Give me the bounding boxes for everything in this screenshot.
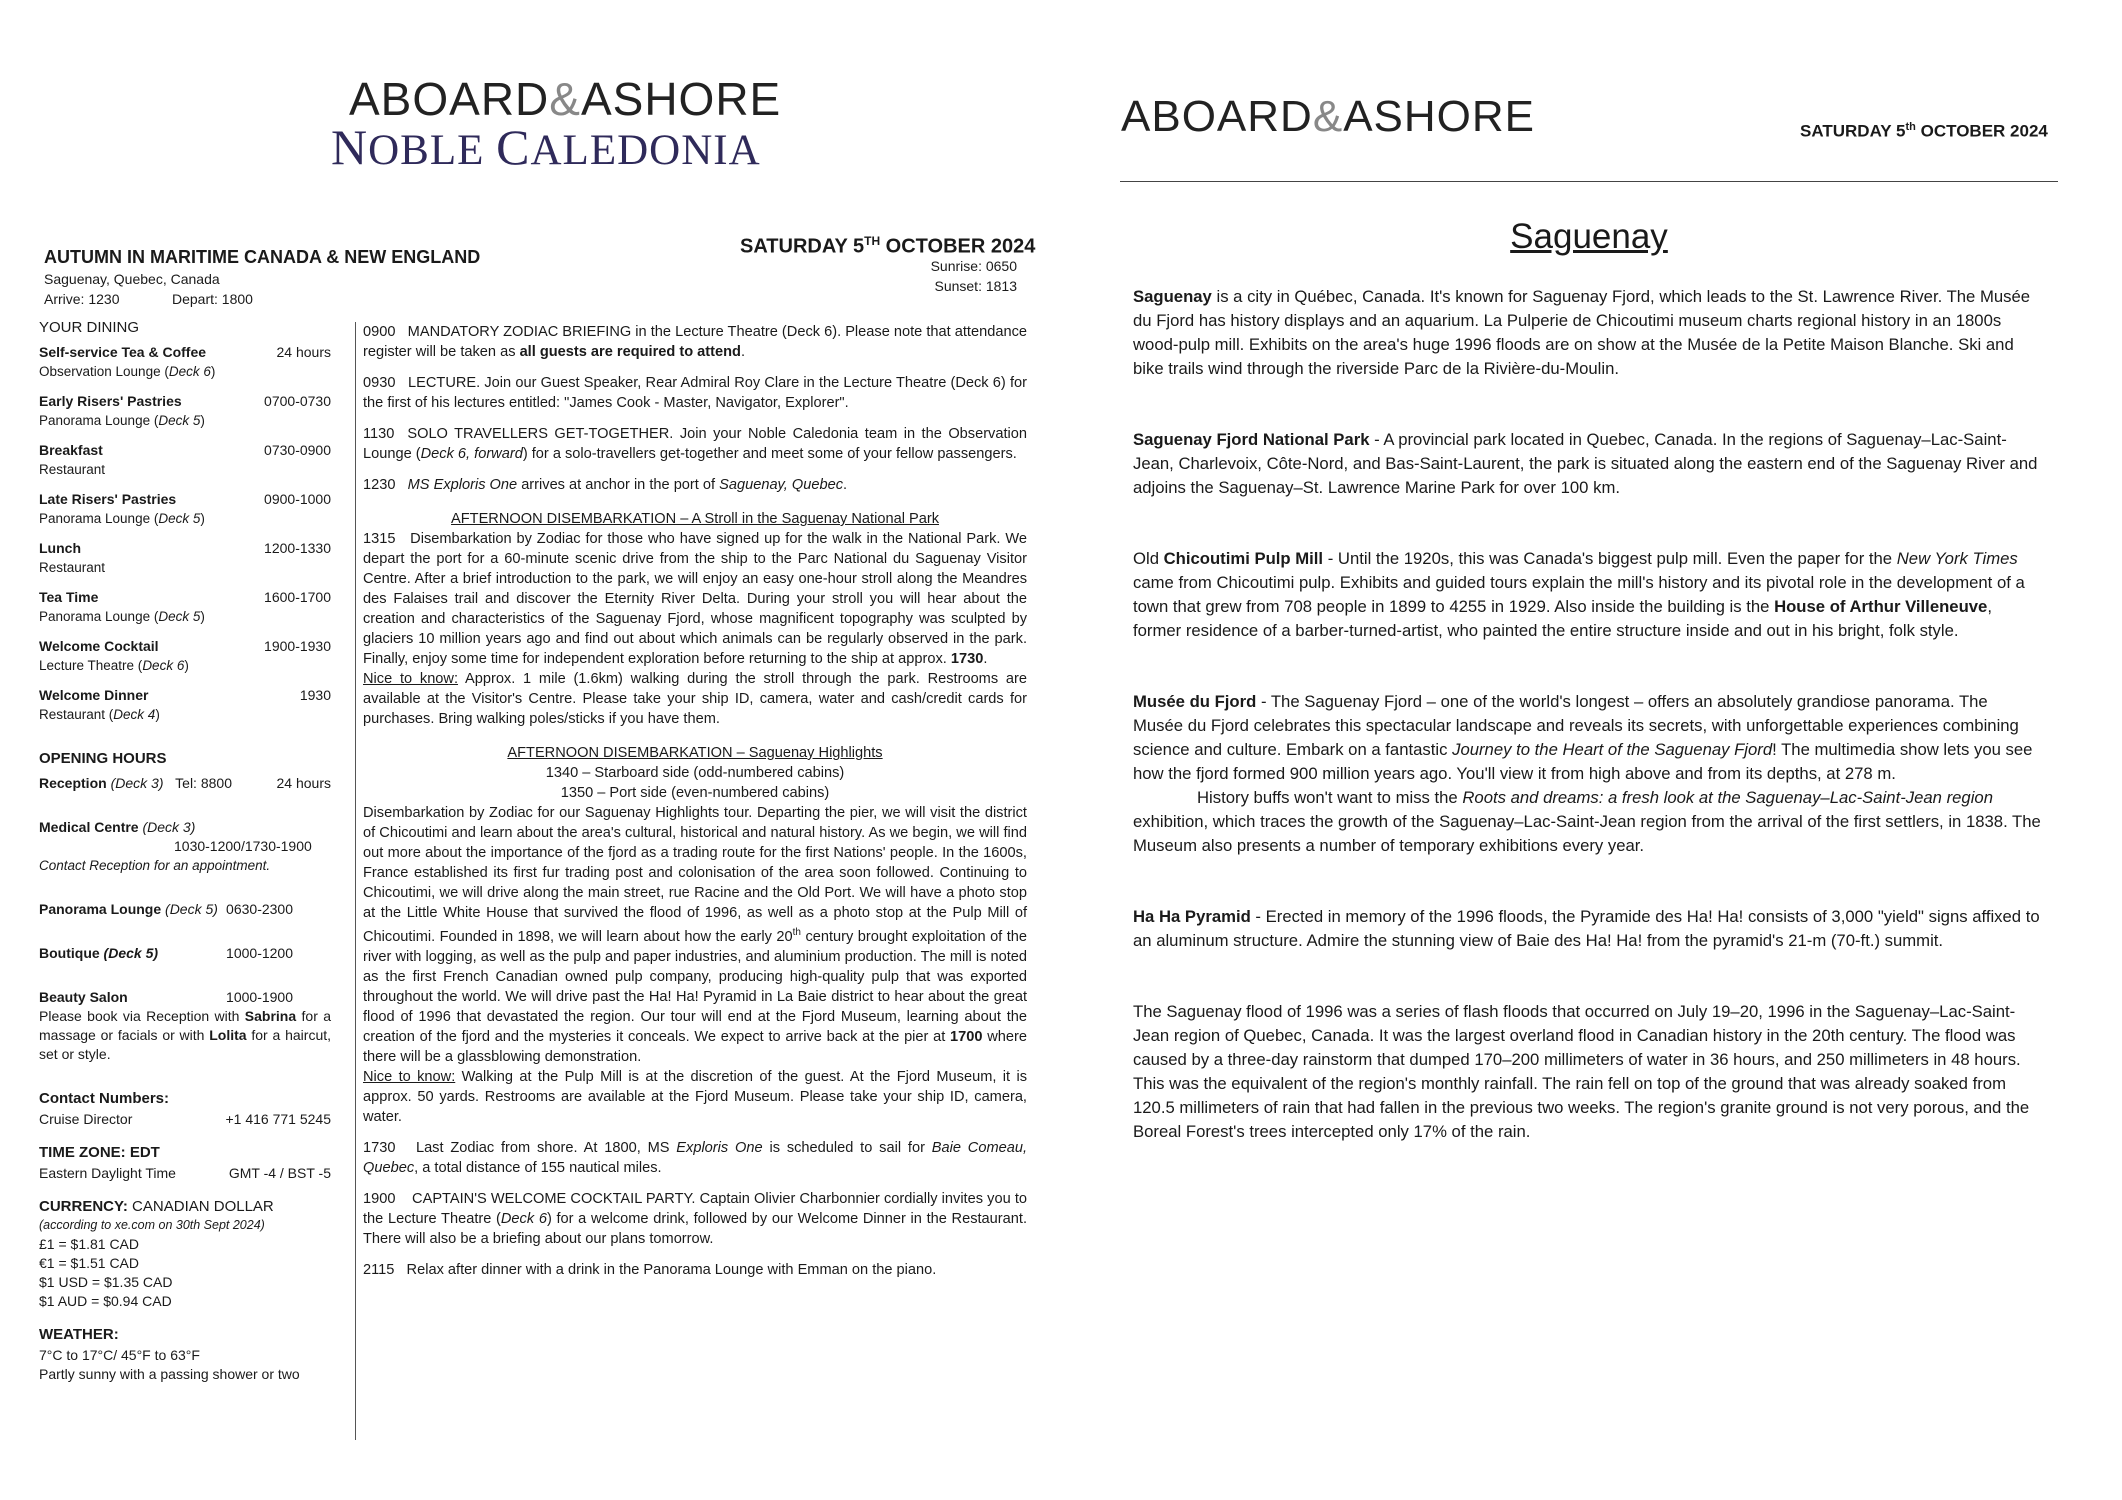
exchange-rate: £1 = $1.81 CAD (39, 1236, 140, 1252)
boutique-label: Boutique (39, 945, 100, 961)
medical-hours (39, 818, 331, 875)
schedule-1130 (363, 424, 1027, 464)
dining-deck: Deck 4 (113, 707, 156, 722)
text-0930c: . (844, 395, 849, 411)
dining-time: 1900-1930 (264, 638, 331, 654)
text-0930a: Join our Guest Speaker, Rear Admiral Roy Clare in the Lecture Theatre (Deck 6) for the first of his lectures entitled: (363, 375, 1027, 411)
beauty-name1: Sabrina (244, 1008, 297, 1024)
text-1730d: , a total distance of 155 nautical miles. (414, 1159, 662, 1176)
title-1900: CAPTAIN'S WELCOME COCKTAIL PARTY. (412, 1190, 696, 1207)
dining-deck: Deck 5 (158, 413, 201, 428)
currency-value: CANADIAN DOLLAR (127, 1198, 274, 1215)
weather-heading: WEATHER: (39, 1326, 119, 1343)
text-0900b: all guests are required to attend (519, 344, 741, 360)
dining-name: Welcome Cocktail (39, 638, 159, 654)
text-0900a: in the Lecture Theatre (Deck 6). Please note that attendance register will be taken as (363, 324, 1027, 360)
text-1130c: ) for a solo-travellers get-together and meet some of your fellow passengers. (522, 446, 1017, 462)
dining-item (39, 490, 331, 528)
panorama-hours (39, 900, 331, 919)
dining-heading: YOUR DINING (39, 319, 140, 336)
dining-name: Self-service Tea & Coffee (39, 344, 207, 360)
para-musee-fjord-2 (1133, 786, 2041, 858)
dining-time: 1930 (299, 687, 331, 703)
company-logo (331, 118, 761, 176)
para3-pre: Old (1133, 549, 1164, 568)
reception-deck: (Deck 3) (110, 775, 164, 791)
exchange-rate: $1 USD = $1.35 CAD (39, 1274, 173, 1290)
dining-place-text: Observation Lounge ( (39, 364, 169, 379)
arrive-time: Arrive: 1230 (44, 291, 120, 307)
time-1315: 1315 (363, 531, 396, 547)
medical-time: 1030-1200/1730-1900 (174, 838, 312, 854)
para-saguenay (1133, 285, 2041, 381)
para4-text4: exhibition, which traces the growth of the Saguenay–Lac-Saint-Jean region from the arrival of the first settlers, in 1838. The Museum also presents a number of temporary exhibitions every year. (1133, 812, 2041, 855)
dining-time: 1600-1700 (264, 589, 331, 605)
panorama-time: 0630-2300 (226, 901, 293, 917)
dining-place-close: ) (155, 707, 160, 722)
page-date-right (1800, 121, 2048, 142)
text-1730a: from shore. At (494, 1139, 605, 1156)
text-1230b: . (843, 477, 848, 493)
schedule (363, 322, 1027, 1291)
exchange-rates (39, 1235, 331, 1311)
medical-deck: (Deck 3) (142, 819, 196, 835)
dining-place-text: Restaurant (39, 462, 106, 477)
trip-location: Saguenay, Quebec, Canada (44, 271, 220, 287)
sunset-time: Sunset: 1813 (934, 278, 1017, 294)
deck-1900: Deck 6 (500, 1210, 547, 1227)
starboard-note: (odd-numbered cabins) (689, 765, 845, 781)
beauty-text3: for a haircut, set or style. (39, 1027, 332, 1062)
saguenay-article (1133, 285, 2041, 1144)
text-1130a: Join your Noble Caledonia team in the Observation Lounge ( (363, 426, 1027, 462)
para1-text: is a city in Québec, Canada. It's known for Saguenay Fjord, which leads to the St. Lawrence River. The Musée du Fjord has history displays and an aquarium. La Pulperie de Chicoutimi museum charts regional history in an 1800s wood-pulp mill. Exhibits on the area's huge 1996 floods are on show at the Musée de la Petite Maison Blanche. Ski and bike trails wind through the riverside Parc de la Rivière-du-Moulin. (1133, 287, 2031, 378)
para2-lead: Saguenay Fjord National Park (1133, 430, 1370, 449)
column-divider (355, 322, 356, 1440)
para4-text2: ! The multimedia show lets you see how the fjord formed 900 million years ago. You'll view it from high above and from its depths, at 278 m. (1133, 740, 2033, 783)
schedule-1900 (363, 1189, 1027, 1249)
time-0930: 0930 (363, 375, 396, 391)
date-suffix-right: th (1905, 121, 1916, 133)
header-rule (1120, 181, 2058, 182)
para-pulp-mill (1133, 547, 2041, 643)
company-initial: N (331, 119, 369, 175)
brand-aboard-right: ABOARD (1121, 92, 1313, 141)
starboard-time: 1340 – Starboard side (545, 765, 690, 781)
schedule-1230 (363, 475, 1027, 495)
timezone-row (39, 1164, 331, 1183)
text-1315b: . (983, 651, 988, 667)
dining-item (39, 392, 331, 430)
dining-item (39, 539, 331, 577)
ship-name-1230: MS Exploris One (407, 477, 518, 493)
port-1230: Saguenay, Quebec (719, 477, 843, 493)
dining-item (39, 686, 331, 724)
dining-place (39, 509, 331, 528)
text-1130b: Deck 6, forward (420, 446, 523, 462)
dining-place-text: Lecture Theatre ( (39, 658, 143, 673)
beauty-label: Beauty Salon (39, 989, 128, 1005)
company-initial2: C (496, 119, 531, 175)
panorama-label: Panorama Lounge (39, 901, 162, 917)
dining-name: Early Risers' Pastries (39, 393, 182, 409)
highlights-port (363, 783, 1027, 803)
para3-lead: Chicoutimi Pulp Mill (1163, 549, 1324, 568)
dining-name: Lunch (39, 540, 81, 556)
contact-phone: +1 416 771 5245 (225, 1111, 331, 1127)
date-main: SATURDAY 5 (740, 235, 865, 258)
reception-hours (39, 774, 331, 793)
destination-1730: Baie Comeau, Quebec (363, 1139, 1028, 1176)
dining-item (39, 441, 331, 479)
para3-bold2: House of Arthur Villeneuve (1774, 597, 1988, 616)
para-ha-ha-pyramid (1133, 905, 2041, 953)
beauty-text2: for a massage or facials or with (39, 1008, 331, 1043)
dining-place (39, 656, 331, 675)
dining-name: Welcome Dinner (39, 687, 149, 703)
return-time-1315: 1730 (950, 651, 984, 667)
timezone-name: Eastern Daylight Time (39, 1165, 176, 1181)
beauty-name2: Lolita (209, 1027, 247, 1043)
schedule-1315 (363, 529, 1027, 669)
dining-name: Tea Time (39, 589, 99, 605)
dining-place-text: Restaurant (39, 560, 106, 575)
highlights-sup: th (792, 927, 801, 938)
medical-note: Contact Reception for an appointment. (39, 858, 271, 873)
dining-deck: Deck 5 (158, 609, 201, 624)
ntk-label-highlights: Nice to know: (363, 1068, 456, 1085)
nice-to-know-highlights (363, 1067, 1027, 1127)
exchange-rate: $1 AUD = $0.94 CAD (39, 1293, 172, 1309)
contact-heading: Contact Numbers: (39, 1090, 170, 1107)
para2-text: - A provincial park located in Quebec, Canada. In the regions of Saguenay–Lac-Saint-Jean, Charlevoix, Côte-Nord, and Bas-Saint-Laurent, the park is situated along the eastern end of the Saguenay River and adjoins the Saguenay–St. Lawrence Marine Park for over 100 km. (1133, 430, 2038, 497)
time-2115: 2115 (363, 1261, 395, 1278)
dining-name: Breakfast (39, 442, 103, 458)
brand-amp: & (549, 73, 581, 125)
time-1130: 1130 (363, 426, 395, 442)
brand-logo-right (1121, 92, 1535, 142)
dining-place (39, 411, 331, 430)
boutique-hours (39, 944, 331, 963)
park-heading: AFTERNOON DISEMBARKATION – A Stroll in the Saguenay National Park (451, 511, 939, 527)
beauty-salon-hours (39, 988, 331, 1064)
para4-lead: Musée du Fjord (1133, 692, 1257, 711)
sail-time-1730: 1800 (604, 1139, 637, 1156)
dining-place (39, 705, 331, 724)
date-rest-right: OCTOBER 2024 (1915, 121, 2048, 141)
nice-to-know-park (363, 669, 1027, 729)
text-0900c: . (740, 344, 746, 360)
dining-time: 0700-0730 (264, 393, 331, 409)
currency-label: CURRENCY: (39, 1198, 128, 1215)
schedule-1730 (363, 1138, 1027, 1178)
title-1730: Last Zodiac (415, 1139, 495, 1156)
reception-label: Reception (39, 775, 107, 791)
ship-name-1730: Exploris One (676, 1139, 763, 1156)
dining-place (39, 460, 331, 479)
highlights-description (363, 803, 1027, 1067)
title-1130: SOLO TRAVELLERS GET-TOGETHER. (407, 426, 674, 442)
opening-hours-heading: OPENING HOURS (39, 750, 167, 767)
dining-place-text: Panorama Lounge ( (39, 511, 159, 526)
port-note: (even-numbered cabins) (667, 785, 830, 801)
medical-label: Medical Centre (39, 819, 139, 835)
dining-place (39, 607, 331, 626)
para5-lead: Ha Ha Pyramid (1133, 907, 1251, 926)
dining-place-close: ) (200, 413, 205, 428)
text-1730b: , MS (636, 1139, 677, 1156)
brand-amp-right: & (1312, 92, 1344, 141)
page-date (740, 234, 1035, 259)
schedule-2115 (363, 1260, 1027, 1280)
dining-place-close: ) (210, 364, 216, 379)
captain-name: Captain Olivier Charbonnier (699, 1190, 880, 1207)
para3-text3: , former residence of a barber-turned-artist, who painted the entire structure inside and out in his bright, folk style. (1133, 597, 1992, 640)
boutique-deck: (Deck 5) (103, 945, 159, 961)
para4-italic1: Journey to the Heart of the Saguenay Fjord (1452, 740, 1773, 759)
info-sidebar (39, 318, 331, 1384)
ntk-text-highlights: Walking at the Pulp Mill is at the discretion of the guest. At the Fjord Museum, it is approx. 50 yards. Restrooms are available at the Fjord Museum. Please take your ship ID, camera, water. (363, 1068, 1027, 1125)
text-2115a: Relax after dinner with a drink in the Panorama Lounge with (402, 1261, 798, 1278)
dining-time: 0900-1000 (264, 491, 331, 507)
highlights-heading: AFTERNOON DISEMBARKATION – Saguenay Highlights (507, 745, 883, 761)
dining-place-close: ) (200, 609, 205, 624)
text-2115b: on the piano. (847, 1261, 937, 1278)
title-0900: MANDATORY ZODIAC BRIEFING (407, 324, 632, 340)
beauty-text1: Please book via Reception with (39, 1008, 245, 1024)
para1-lead: Saguenay (1133, 287, 1212, 306)
dining-time: 1200-1330 (264, 540, 331, 556)
time-1730: 1730 (363, 1139, 396, 1156)
dining-deck: Deck 6 (142, 658, 185, 673)
highlights-text1: Disembarkation by Zodiac for our Saguenay Highlights tour. Departing the pier, we will visit the district of Chicoutimi and learn about the area's cultural, historical and natural history. As we begin, we will find out more about the importance of the fjord as a trading route for the first Nations' people. In the 1600s, France established its first fur trading post and colonisation of the area soon followed. Continuing to Chicoutimi, we will drive along the main street, rue Racine and the Old Port. We will have a photo stop at the Little White House that survived the flood of 1996, as well as a photo stop at the Pulp Mill of Chicoutimi. Founded in 1898, we will learn about how the early 20 (363, 805, 1027, 945)
pianist-name: Emman (797, 1261, 848, 1278)
dining-time: 0730-0900 (264, 442, 331, 458)
beauty-note (39, 1007, 331, 1064)
para-musee-fjord (1133, 690, 2041, 786)
text-1230a: arrives at anchor in the port of (517, 477, 720, 493)
dining-deck: Deck 5 (158, 511, 201, 526)
highlights-text2: century brought exploitation of the river with logging, as well as the pulp and paper industries, and aluminium production. The mill is noted as the first French Canadian owned pulp company, producing high-quality pulp that was exported throughout the world. We will drive past the Ha! Ha! Pyramid in La Baie district to hear about the great flood of 1996 that devastated the region. Our tour will end at the Fjord Museum, learning about the creation of the fjord and the mysteries it conceals. We expect to arrive back at the pier at (363, 928, 1027, 1045)
company-word1: OBLE (368, 127, 497, 174)
highlights-text3: where there will be a glassblowing demonstration. (363, 1028, 1027, 1065)
highlights-return-time: 1700 (950, 1028, 983, 1045)
contact-role: Cruise Director (39, 1111, 133, 1127)
brand-ashore: ASHORE (580, 73, 782, 125)
time-1900: 1900 (363, 1190, 396, 1207)
dining-item (39, 343, 331, 381)
time-0900: 0900 (363, 324, 396, 340)
dining-item (39, 637, 331, 675)
date-suffix: TH (864, 234, 881, 248)
reception-time: 24 hours (276, 775, 331, 791)
text-1315: Disembarkation by Zodiac for those who have signed up for the walk in the National Park. We depart the port for a 60-minute scenic drive from the ship to the Parc National du Saguenay Visitor Centre. After a brief introduction to the park, we will enjoy an easy one-hour stroll along the Meandres des Falaises trail and discover the Eternity River Delta. During your stroll you will hear about the creation and characteristics of the Saguenay Fjord, whose magnificent topography was sculpted by glaciers 10 million years ago and find out about which animals can be regularly observed in the park. Finally, enjoy some time for independent exploration before returning to the ship at approx. (363, 531, 1028, 667)
company-word2: ALEDONIA (530, 127, 761, 174)
dining-place-text: Panorama Lounge ( (39, 413, 159, 428)
date-main-right: SATURDAY 5 (1800, 121, 1906, 141)
highlights-starboard (363, 763, 1027, 783)
para4-italic2: Roots and dreams: a fresh look at the Saguenay–Lac-Saint-Jean region (1462, 788, 1993, 807)
para5-text: - Erected in memory of the 1996 floods, the Pyramide des Ha! Ha! consists of 3,000 "yield" signs affixed to an aluminum structure. Admire the stunning view of Baie des Ha! Ha! from the pyramid's 21-m (70-ft.) summit. (1133, 907, 2040, 950)
exchange-rate: €1 = $1.51 CAD (39, 1255, 140, 1271)
brand-aboard: ABOARD (349, 73, 550, 125)
date-rest: OCTOBER 2024 (880, 235, 1036, 258)
text-1900a: cordially invites you to the Lecture Theatre ( (363, 1190, 1028, 1227)
beauty-time: 1000-1900 (226, 989, 293, 1005)
sunrise-time: Sunrise: 0650 (930, 258, 1017, 274)
text-1730c: is scheduled to sail for (762, 1139, 932, 1156)
dining-deck: Deck 6 (168, 364, 211, 379)
depart-time: Depart: 1800 (172, 291, 253, 307)
page-title: Saguenay (1510, 217, 1668, 256)
timezone-heading: TIME ZONE: EDT (39, 1144, 160, 1161)
dining-place-text: Restaurant ( (39, 707, 114, 722)
text-1900b: ) for a welcome drink, followed by our Welcome Dinner in the Restaurant. There will also be a briefing about our plans tomorrow. (363, 1210, 1027, 1247)
ntk-label-park: Nice to know: (363, 671, 459, 687)
dining-place-close: ) (184, 658, 189, 673)
time-1230: 1230 (363, 477, 396, 493)
trip-title: AUTUMN IN MARITIME CANADA & NEW ENGLAND (44, 247, 481, 267)
para-flood: The Saguenay flood of 1996 was a series of flash floods that occurred on July 19–20, 1996 in the Saguenay–Lac-Saint-Jean region of Quebec, Canada. It was the largest overland flood in Canadian history in the 20th century. The flood was caused by a three-day rainstorm that dumped 170–200 millimeters of water in 36 hours, and 250 millimeters in 48 hours. This was the equivalent of the region's monthly rainfall. The rain fell on top of the ground that was already soaked from 120.5 millimeters of rain that had fallen in the previous two weeks. The region's granite ground is not very porous, and the Boreal Forest's trees intercepted only 17% of the rain. (1133, 1002, 2030, 1141)
contact-row (39, 1110, 331, 1129)
panorama-deck: (Deck 5) (165, 901, 218, 917)
para3-italic: New York Times (1896, 549, 2018, 568)
weather-desc: Partly sunny with a passing shower or two (39, 1366, 300, 1382)
brand-ashore-right: ASHORE (1343, 92, 1536, 141)
title-0930: LECTURE. (408, 375, 481, 391)
para4-text3: History buffs won't want to miss the (1197, 788, 1463, 807)
dining-place (39, 558, 331, 577)
timezone-value: GMT -4 / BST -5 (228, 1165, 331, 1181)
dining-time: 24 hours (276, 344, 331, 360)
para3-text1: - Until the 1920s, this was Canada's biggest pulp mill. Even the paper for the (1323, 549, 1897, 568)
dining-item (39, 588, 331, 626)
dining-place-close: ) (200, 511, 205, 526)
boutique-time: 1000-1200 (226, 945, 293, 961)
dining-place-text: Panorama Lounge ( (39, 609, 159, 624)
currency-note: (according to xe.com on 30th Sept 2024) (39, 1218, 265, 1232)
weather-temp: 7°C to 17°C/ 45°F to 63°F (39, 1347, 200, 1363)
para4-text1: - The Saguenay Fjord – one of the world's longest – offers an absolutely grandiose panorama. The Musée du Fjord celebrates this spectacular landscape and reveals its secrets, with unforgettable experiences combining science and culture. Embark on a fantastic (1133, 692, 2019, 759)
port-time: 1350 – Port side (560, 785, 668, 801)
dining-list (39, 343, 331, 724)
dining-place (39, 362, 331, 381)
para-fjord-park (1133, 428, 2041, 500)
reception-tel: Tel: 8800 (175, 775, 232, 791)
currency-heading (39, 1197, 331, 1216)
text-0930b: "James Cook - Master, Navigator, Explorer" (564, 395, 845, 411)
para3-text2: came from Chicoutimi pulp. Exhibits and guided tours explain the mill's history and its pivotal role in the development of a town that grew from 708 people in 1899 to 4255 in 1929. Also inside the building is the (1133, 573, 2025, 616)
schedule-0930 (363, 373, 1027, 413)
dining-name: Late Risers' Pastries (39, 491, 177, 507)
schedule-0900 (363, 322, 1027, 362)
ntk-text-park: Approx. 1 mile (1.6km) walking during the stroll through the park. Restrooms are available at the Visitor's Centre. Please take your ship ID, camera, water and cash/credit cards for purchases. Bring walking poles/sticks if you have them. (363, 671, 1027, 727)
